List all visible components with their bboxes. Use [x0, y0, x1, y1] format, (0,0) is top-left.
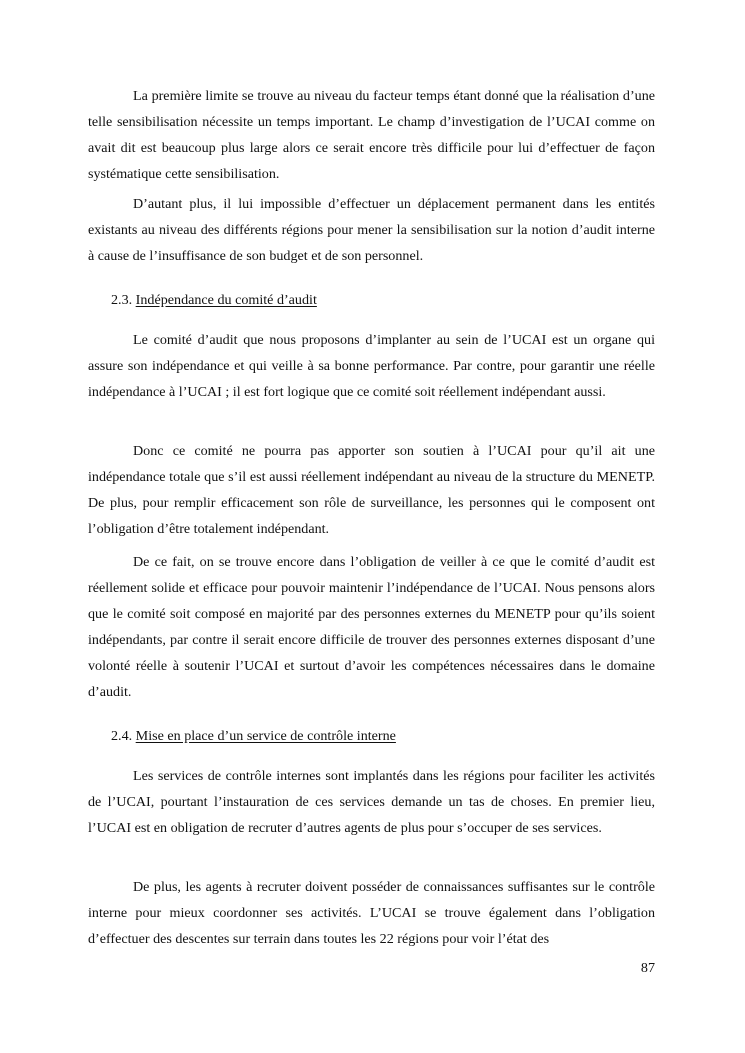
paragraph-committee-composition: De ce fait, on se trouve encore dans l’obligation de veiller à ce que le comité d’audit est réellement solide et efficace pour pouvoir maintenir l’indépendance de l’UCAI. Nous pensons alors que le comité soit composé en majorité par des personnes externes du MENETP pour qu’ils soient indépendants, par contre il serait encore difficile de trouver des personnes externes disposant d’une volonté réelle à soutenir l’UCAI et surtout d’avoir les compétences nécessaires dans le domaine d’audit.	[88, 554, 655, 701]
page-number: 87	[640, 960, 655, 976]
section-number: 2.4.	[111, 728, 133, 744]
paragraph-internal-control-services: Les services de contrôle internes sont implantés dans les régions pour faciliter les activités de l’UCAI, pourtant l’instauration de ces services demande un tas de choses. En premier lieu, l’UCAI est en obligation de recruter d’autres agents de plus pour s’occuper de ses services.	[88, 768, 655, 837]
section-heading-2-4	[111, 726, 396, 746]
paragraph-audit-committee: Le comité d’audit que nous proposons d’implanter au sein de l’UCAI est un organe qui assure son indépendance et qui veille à sa bonne performance. Par contre, pour garantir une réelle indépendance à l’UCAI ; il est fort logique que ce comité soit réellement indépendant aussi.	[88, 332, 655, 401]
paragraph-limitation-budget: D’autant plus, il lui impossible d’effectuer un déplacement permanent dans les entités existants au niveau des différents régions pour mener la sensibilisation sur la notion d’audit interne à cause de l’insuffisance de son budget et de son personnel.	[88, 196, 655, 265]
section-number: 2.3.	[111, 292, 133, 308]
section-title: Mise en place d’un service de contrôle interne	[135, 728, 396, 744]
paragraph-committee-support: Donc ce comité ne pourra pas apporter son soutien à l’UCAI pour qu’il ait une indépendance totale que s’il est aussi réellement indépendant au niveau de la structure du MENETP. De plus, pour remplir efficacement son rôle de surveillance, les personnes qui le composent ont l’obligation d’être totalement indépendant.	[88, 443, 655, 538]
section-heading-2-3	[111, 290, 317, 310]
paragraph-agents-recruitment: De plus, les agents à recruter doivent posséder de connaissances suffisantes sur le contrôle interne pour mieux coordonner ses activités. L’UCAI se trouve également dans l’obligation d’effectuer des descentes sur terrain dans toutes les 22 régions pour voir l’état des	[88, 879, 655, 948]
section-title: Indépendance du comité d’audit	[135, 292, 317, 308]
paragraph-limitation-time: La première limite se trouve au niveau du facteur temps étant donné que la réalisation d’une telle sensibilisation nécessite un temps important. Le champ d’investigation de l’UCAI comme on avait dit est beaucoup plus large alors ce serait encore très difficile pour lui d’effectuer de façon systématique cette sensibilisation.	[88, 88, 655, 183]
